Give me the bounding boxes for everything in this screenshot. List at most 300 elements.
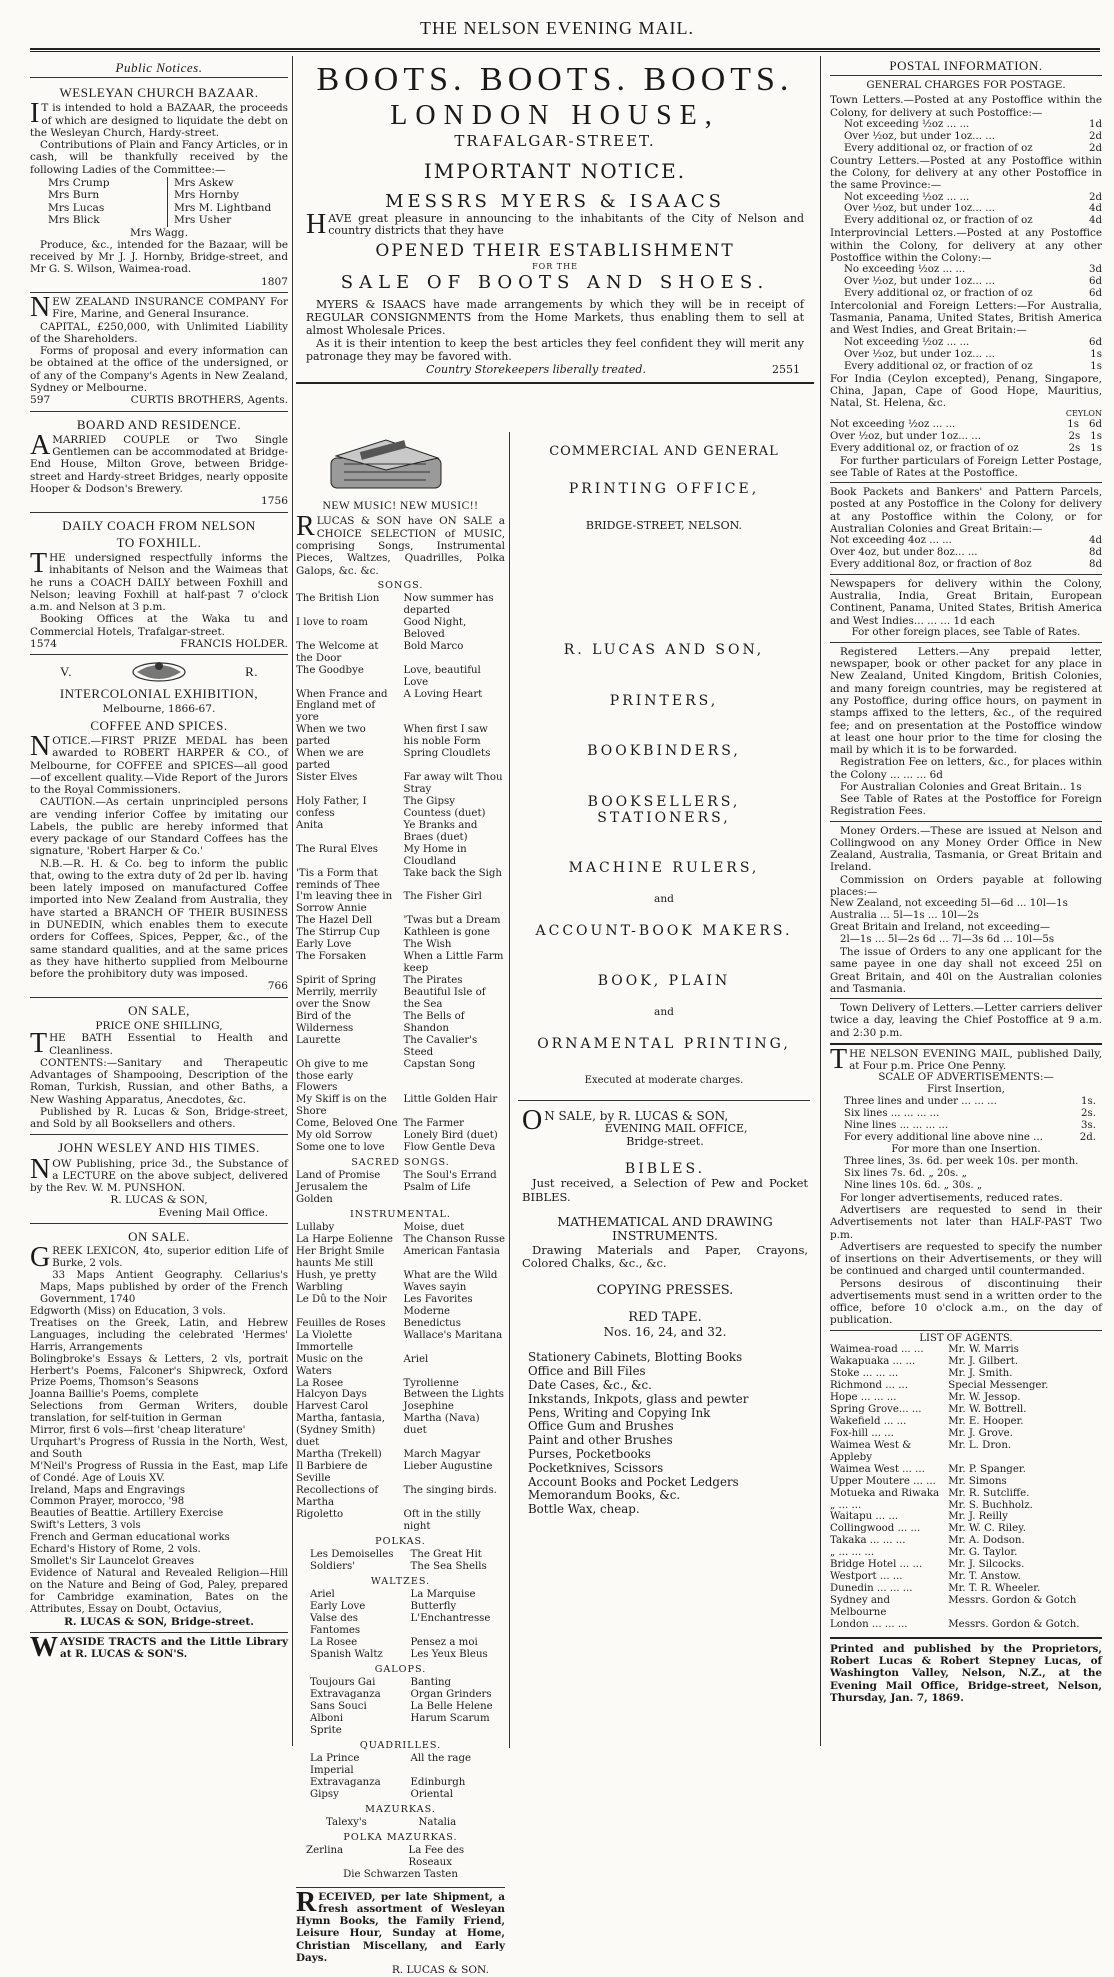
list-item: Selections from German Writers, double translation, for self-tuition in German — [30, 1401, 288, 1425]
rate-table — [830, 119, 1102, 155]
list-item: Gipsy — [310, 1788, 339, 1800]
list-item: Holy Father, I confess — [296, 795, 367, 819]
ad-headline: PRINTING OFFICE, — [568, 481, 760, 498]
rate-cell: 1s — [1090, 430, 1102, 442]
list-item: Alboni — [310, 1712, 344, 1724]
section-heading: QUADRILLES. — [359, 1739, 442, 1751]
list-item: Merrily, merrily over the Snow — [296, 986, 378, 1010]
list-item: The Great Hit — [410, 1548, 482, 1560]
list-item: Jerusalem the Golden — [296, 1182, 368, 1206]
ad-headline: COMMERCIAL AND GENERAL — [549, 444, 779, 459]
postal-text: For further particulars of Foreign Letter Postage, see Table of Rates at the Postoffice. — [830, 454, 1102, 479]
ad-title: INTERCOLONIAL EXHIBITION, — [59, 686, 259, 702]
list-item: American Fantasia — [403, 1246, 500, 1258]
rate-cell: 3s. — [1081, 1120, 1096, 1132]
list-item: A Loving Heart — [403, 688, 483, 700]
list-item: Memorandum Books, &c. — [528, 1488, 681, 1503]
drop-cap: T — [30, 1028, 48, 1060]
column-middle — [296, 58, 814, 1977]
ad-headline: SALE OF BOOTS AND SHOES. — [340, 271, 770, 293]
rate-cell: Three lines and under ... ... ... — [844, 1096, 997, 1108]
agent-place: Waimea-road ... ... — [830, 1344, 924, 1356]
list-item: Le Dû to the Noir — [296, 1293, 387, 1305]
ad-text: ECEIVED, per late Shipment, a fresh assortment of Wesleyan Hymn Books, the Family Friend, Leisure Hour, Sunday at Home, Christian Miscellany, and Early Days. — [296, 1890, 505, 1965]
list-item: Banting — [410, 1676, 452, 1688]
rate-cell: 3d — [1088, 264, 1102, 276]
list-item: Common Prayer, morocco, '98 — [30, 1496, 185, 1508]
ad-headline: BOOK, PLAIN — [597, 973, 731, 990]
agent-name: Messrs. Gordon & Gotch. — [948, 1618, 1080, 1630]
hymn-ad — [296, 1887, 505, 1977]
list-item: 'Twas but a Dream — [403, 915, 501, 927]
ad-headline: BOOTS. BOOTS. BOOTS. — [316, 61, 794, 98]
list-item: Mrs Usher — [174, 214, 232, 227]
rate-cell: Over ½oz, but under 1oz... ... — [844, 130, 995, 142]
rate-row: Three lines, 3s. 6d. per week 10s. per month. — [844, 1155, 1079, 1167]
rate-cell: Not exceeding ½oz ... ... — [844, 191, 970, 203]
rate-cell: 4d — [1088, 215, 1102, 227]
list-item: The Forsaken — [296, 951, 367, 963]
ad-title: ON SALE. — [128, 1229, 190, 1245]
rate-cell: Six lines ... ... ... ... — [844, 1108, 940, 1120]
ad-headline: IMPORTANT NOTICE. — [423, 159, 687, 184]
agent-place: Waimea West ... ... — [830, 1463, 925, 1475]
ad-text: EVENING MAIL OFFICE, — [604, 1122, 748, 1136]
list-item: Lonely Bird (duet) — [403, 1130, 498, 1142]
polkas-list — [296, 1549, 505, 1573]
section-heading: POSTAL INFORMATION. — [830, 58, 1102, 76]
rate-cell: 8d — [1088, 558, 1102, 570]
agent-name: Mr. W. Jessop. — [948, 1392, 1021, 1404]
list-item: Her Bright Smile haunts Me still — [296, 1246, 385, 1270]
list-item: Beauties of Beattie. Artillery Exercise — [30, 1508, 224, 1520]
ad-headline: LONDON HOUSE, — [390, 99, 720, 131]
drop-cap: W — [30, 1631, 58, 1663]
agent-name: Mr. A. Dodson. — [948, 1535, 1025, 1547]
drop-cap: I — [30, 98, 40, 130]
ad-text: and — [654, 1005, 674, 1018]
list-item: Butterfly — [410, 1600, 457, 1612]
exhibition-ad — [30, 655, 288, 998]
list-item: Beautiful Isle of the Sea — [403, 986, 486, 1010]
ad-headline: R. LUCAS AND SON, — [563, 642, 765, 659]
list-item: Mirror, first 6 vols—first 'cheap literature' — [30, 1425, 246, 1437]
rate-table — [830, 898, 1102, 946]
rate-row — [844, 1132, 1096, 1144]
list-item: Oriental — [410, 1788, 453, 1800]
list-item: French and German educational works — [30, 1532, 230, 1544]
ad-title: COFFEE AND SPICES. — [90, 717, 228, 733]
list-item: Come, Beloved One — [296, 1118, 398, 1130]
postal-text: Intercolonial and Foreign Letters:—For Australia, Tasmania, Panama, United States, British America and West Indies, and Great Britain:— — [830, 299, 1102, 337]
royal-arms-icon — [129, 658, 189, 684]
rate-cell: 2d. — [1079, 1132, 1096, 1144]
list-item: Recollections of Martha — [296, 1484, 379, 1508]
rate-cell: Every additional 8oz, or fraction of 8oz — [830, 558, 1032, 570]
stationery-ad — [518, 1101, 814, 1517]
list-item: Land of Promise — [296, 1170, 381, 1182]
list-item: All the rage — [410, 1752, 472, 1764]
list-item: The Sea Shells — [410, 1560, 487, 1572]
list-item: Organ Grinders — [410, 1688, 492, 1700]
agent-name: Messrs. Gordon & Gotch — [948, 1595, 1077, 1607]
wesley-ad — [30, 1135, 288, 1224]
rate-row — [830, 419, 1102, 431]
list-item: Bottle Wax, cheap. — [528, 1502, 640, 1517]
list-item: Joanna Baillie's Poems, complete — [30, 1389, 199, 1401]
list-item: Talexy's — [326, 1816, 367, 1828]
postal-text: The issue of Orders to any one applicant for the same payee in one day shall not exceed 25l on Great Britain, and 40l on the Australian colonies and Tasmania. — [830, 945, 1102, 995]
ad-text: CONTENTS:—Sanitary and Therapeutic Advantages of Shampooing, Description of the Roman, Turkish, Russian, and other Baths, a New Washing Apparatus, Anecdotes, &c. — [30, 1056, 288, 1106]
list-item: L'Enchantresse — [410, 1612, 491, 1624]
ad-signature: Evening Mail Office. — [158, 1206, 268, 1219]
list-item: Purses, Pocketbooks — [528, 1446, 651, 1461]
rate-cell: Every additional oz, or fraction of oz — [830, 442, 1019, 454]
list-item: The Farmer — [403, 1118, 465, 1130]
section-heading: SACRED SONGS. — [351, 1157, 450, 1169]
column-rule — [820, 56, 821, 1746]
list-item: Edgworth (Miss) on Education, 3 vols. — [30, 1305, 226, 1317]
list-item: Die Schwarzen Tasten — [343, 1868, 458, 1880]
list-item: Spirit of Spring — [296, 975, 377, 986]
list-item: Natalia — [418, 1816, 457, 1828]
ad-text: HE undersigned respectfully informs the inhabitants of Nelson and the Waimeas that he runs a COACH DAILY between Foxhill and Nelson; leaving Foxhill at half-past 7 o'clock a.m. and Nelson at 3 p.m. — [30, 551, 288, 614]
ad-number: 1756 — [261, 495, 288, 508]
postal-text: Money Orders.—These are issued at Nelson and Collingwood on any Money Order Office in New Zealand, Australia, Tasmania, or Great Britain and Ireland. — [830, 824, 1102, 874]
drop-cap: N — [30, 1153, 51, 1185]
ad-text: MYERS & ISAACS have made arrangements by which they will be in receipt of REGULAR CONSIGNMENTS from the Home Markets, thus enabling them to sell at almost Wholesale Prices. — [306, 297, 804, 337]
agent-name: Mr. W. Marris — [948, 1344, 1019, 1356]
list-item: Bolingbroke's Essays & Letters, 2 vls, portrait Herbert's Poems, Falconer's Shipwreck, Oxford Prize Poems, Thomson's Seasons — [30, 1353, 288, 1389]
list-item: Good Night, Beloved — [403, 616, 467, 640]
rate-row: Australia ... 5l—1s ... 10l—2s — [830, 910, 979, 922]
list-item: Mrs Lucas — [48, 201, 105, 214]
vr-letter: V. — [60, 663, 72, 679]
rate-row — [844, 131, 1102, 143]
rate-cell: Every additional oz, or fraction of oz — [844, 142, 1033, 154]
list-item: Extravaganza — [310, 1776, 381, 1788]
drop-cap: A — [30, 429, 51, 461]
ad-headline: MATHEMATICAL AND DRAWING INSTRUMENTS. — [557, 1213, 773, 1244]
list-item: La Harpe Eolienne — [296, 1234, 393, 1246]
list-item: Treatises on the Greek, Latin, and Hebrew Languages, including the celebrated 'Hermes' Harris, Arrangements — [30, 1317, 288, 1353]
rate-row — [830, 443, 1102, 455]
rate-cell: Over ½oz, but under 1oz... ... — [844, 203, 995, 215]
ad-headline: COPYING PRESSES. — [596, 1282, 734, 1298]
bazaar-ad — [30, 80, 288, 293]
ad-text: For more than one Insertion. — [891, 1144, 1041, 1155]
list-item: Josephine — [403, 1401, 454, 1413]
agent-place: Bridge Hotel ... ... — [830, 1559, 923, 1571]
ad-number: 2551 — [772, 362, 800, 376]
rate-row — [844, 215, 1102, 227]
ad-signature: CURTIS BROTHERS, Agents. — [130, 394, 288, 407]
rate-table — [830, 419, 1102, 455]
advertising-rates — [830, 1043, 1102, 1327]
ad-text: Contributions of Plain and Fancy Articles, or in cash, will be thankfully received by the following Ladies of the Committee:— — [30, 139, 288, 176]
list-item: Flow Gentle Deva — [403, 1142, 496, 1154]
list-item: Mrs Blick — [48, 214, 100, 227]
wayside-ad — [30, 1633, 288, 1665]
list-item: I love to roam — [296, 616, 368, 628]
list-item: 'Tis a Form that reminds of Thee — [296, 867, 380, 891]
agent-name: Mr. E. Hooper. — [948, 1415, 1024, 1427]
list-item: Valse des Fantomes — [310, 1612, 361, 1636]
agent-name: Mr. W. Bottrell. — [948, 1404, 1027, 1416]
agent-name: Mr. Simons — [948, 1475, 1007, 1487]
ad-text: HE BATH Essential to Health and Cleanliness. — [49, 1032, 288, 1057]
list-item — [411, 1725, 506, 1737]
masthead: THE NELSON EVENING MAIL. — [420, 18, 694, 38]
rate-cell: 2s — [1068, 442, 1081, 454]
postal-text: Newspapers for delivery within the Colony, Australia, India, Great Britain, European Continent, Panama, United States, British America and West Indies... ... ... 1d each — [830, 577, 1102, 627]
rate-cell: 6d — [1088, 276, 1102, 288]
rate-row: Great Britain and Ireland, not exceeding— — [830, 922, 1051, 934]
list-item: Tyrolienne — [403, 1377, 459, 1389]
agent-name: Mr. J. Silcocks. — [948, 1559, 1025, 1571]
list-item: The Soul's Errand — [403, 1170, 497, 1182]
music-stack-icon — [326, 434, 446, 498]
list-item: Some one to love — [296, 1142, 385, 1154]
ad-title: DAILY COACH FROM NELSON — [62, 517, 256, 533]
rate-table — [830, 264, 1102, 300]
rate-cell: Every additional oz, or fraction of oz — [844, 215, 1033, 227]
ad-signature: R. LUCAS & SON. — [391, 1964, 489, 1977]
agent-place: Hope ... ... ... — [830, 1392, 897, 1404]
rate-row: New Zealand, not exceeding 5l—6d ... 10l—1s — [830, 898, 1068, 910]
rate-row — [844, 143, 1102, 155]
ad-headline: BIBLES. — [624, 1161, 706, 1178]
list-item: Office and Bill Files — [528, 1364, 646, 1379]
top-rule — [30, 48, 1100, 52]
list-item: The Cavalier's Steed — [403, 1034, 478, 1058]
postal-text: Registration Fee on letters, &c., for places within the Colony ... ... ... 6d — [830, 756, 1102, 781]
list-item: Swift's Letters, 3 vols — [30, 1520, 141, 1532]
list-item: Oh give to me those early Flowers — [296, 1058, 369, 1094]
agent-place: London ... ... ... — [830, 1618, 908, 1630]
imprint: Printed and published by the Proprietors, Robert Lucas & Robert Stepney Lucas, of Washington Valley, Nelson, N.Z., at the Evening Mail Office, Bridge-street, Nelson, Thursday, Jan. 7, 1869. — [830, 1637, 1102, 1704]
list-item: Harum Scarum — [410, 1712, 490, 1724]
list-item: Early Love — [310, 1600, 366, 1612]
ad-number: 766 — [267, 980, 288, 993]
ad-text: N.B.—R. H. & Co. beg to inform the public that, owing to the extra duty of 2d per lb. having been lately imposed on manufactured Coffee imported into New Zealand from Australia, they have started a BRANCH OF THEIR BUSINESS in DUNEDIN, which enables them to execute orders for Coffees, Spices, Pepper, &c., of the same standard qualities, and at the same prices as they have hitherto supplied from Melbourne before the prohibitory duty was imposed. — [30, 857, 288, 981]
rate-cell: 2d — [1088, 191, 1102, 203]
list-item: La Fee des Roseaux — [408, 1844, 465, 1868]
galops-list — [296, 1677, 505, 1737]
ad-text: CAPITAL, £250,000, with Unlimited Liability of the Shareholders. — [30, 320, 288, 345]
ad-headline: MACHINE RULERS, — [568, 860, 760, 877]
ad-text: Drawing Materials and Paper, Crayons, Colored Chalks, &c., &c. — [522, 1242, 808, 1271]
list-item: Stationery Cabinets, Blotting Books — [528, 1350, 743, 1365]
rate-row — [844, 203, 1102, 215]
ad-signature: FRANCIS HOLDER. — [180, 637, 288, 650]
list-item: Office Gum and Brushes — [528, 1419, 674, 1434]
rate-cell: 1d — [1088, 118, 1102, 130]
list-item: La Marquise — [410, 1589, 476, 1600]
committee-list — [30, 177, 288, 227]
ad-text: Country Storekeepers liberally treated. — [426, 362, 646, 376]
list-item: The Stirrup Cup — [296, 927, 380, 939]
column-right — [830, 58, 1102, 1748]
list-item: Echard's History of Rome, 2 vols. — [30, 1544, 201, 1556]
ad-text: AYSIDE TRACTS and the Little Library at R. LUCAS & SON'S. — [60, 1635, 288, 1661]
ad-subtitle: TRAFALGAR-STREET. — [454, 131, 656, 150]
rate-cell: 2s. — [1081, 1108, 1096, 1120]
postal-text: Country Letters.—Posted at any Postoffice within the Colony, for delivery at any other Postoffice in the same Province:— — [830, 154, 1102, 192]
list-item: Anita — [296, 819, 324, 831]
rate-cell: 1s — [1067, 418, 1079, 430]
ad-text: Published by R. Lucas & Son, Bridge-street, and Sold by all Booksellers and others. — [30, 1105, 288, 1131]
rate-row — [830, 431, 1102, 443]
rate-row — [844, 337, 1102, 349]
list-item: Capstan Song — [403, 1058, 476, 1070]
agent-place: Wakefield ... ... — [830, 1415, 907, 1427]
list-item: The Goodbye — [296, 664, 364, 676]
rate-cell: 1s — [1090, 348, 1102, 360]
rate-cell: 1s. — [1081, 1096, 1096, 1108]
ad-headline: BOOKSELLERS, STATIONERS, — [587, 793, 741, 826]
list-item: Mrs Crump — [48, 177, 110, 189]
drop-cap: H — [306, 208, 327, 240]
drop-cap: N — [30, 292, 51, 324]
list-item: Love, beautiful Love — [403, 664, 481, 688]
list-item: Far away wilt Thou Stray — [403, 772, 503, 795]
list-item: Between the Lights — [403, 1389, 505, 1401]
list-item: The Pirates — [403, 975, 463, 986]
ad-subtitle: BRIDGE-STREET, NELSON. — [585, 518, 743, 532]
printing-office-ad — [518, 444, 810, 1101]
list-item: My Skiff is on the Shore — [296, 1094, 387, 1118]
rate-cell: 1s — [1090, 360, 1102, 372]
agent-place: Takaka ... ... ... — [830, 1535, 906, 1547]
ad-text: Nos. 16, 24, and 32. — [603, 1325, 727, 1340]
rate-cell: 2d — [1088, 130, 1102, 142]
list-item: My Home in Cloudland — [403, 843, 467, 867]
section-heading: GENERAL CHARGES FOR POSTAGE. — [866, 79, 1066, 92]
list-item: The Chanson Russe — [403, 1234, 505, 1246]
list-item: Mrs Hornby — [174, 189, 239, 202]
rate-table — [830, 1096, 1102, 1144]
rate-row — [830, 535, 1102, 547]
list-item: Benedictus — [403, 1317, 461, 1329]
list-item: Zerlina — [306, 1844, 344, 1856]
ad-text: N SALE, by R. LUCAS & SON, — [544, 1109, 729, 1124]
column-rule — [292, 56, 293, 1746]
column-left — [30, 58, 288, 1748]
section-heading: SONGS. — [377, 579, 424, 591]
agent-place: Collingwood ... ... — [830, 1523, 921, 1535]
ad-number: 1574 — [30, 637, 57, 650]
list-item: The Fisher Girl — [403, 891, 482, 903]
ad-text: EW ZEALAND INSURANCE COMPANY For Fire, Marine, and General Insurance. — [52, 296, 288, 321]
ad-text: MARRIED COUPLE or Two Single Gentlemen can be accommodated at Bridge-End House, Milton Grove, between Bridge-street and Hardy-street Bridges, nearly opposite Hooper & Dodson's Brewery. — [30, 433, 288, 495]
music-ad — [296, 432, 510, 1977]
rate-cell: For every additional line above nine ... — [844, 1132, 1043, 1144]
list-item: Spanish Waltz — [310, 1648, 383, 1660]
list-item: Kathleen is gone — [403, 927, 490, 939]
ad-text: CAUTION.—As certain unprincipled persons are vending inferior Coffee by imitating our Labels, the public are hereby informed that every package of our Standard Coffees has the signature, 'Robert Harper & Co.' — [30, 796, 288, 858]
list-item: Inkstands, Inkpots, glass and pewter — [528, 1391, 749, 1406]
drop-cap: G — [30, 1242, 51, 1274]
postal-text: Town Letters.—Posted at any Postoffice within the Colony, for delivery at such Postoffice:— — [830, 94, 1102, 119]
list-item: Oft in the stilly night — [403, 1508, 481, 1532]
list-item: Edinburgh — [410, 1776, 466, 1788]
agent-name: Mr. T. R. Wheeler. — [948, 1583, 1041, 1595]
ad-text: LUCAS & SON have ON SALE a CHOICE SELECTION of MUSIC, comprising Songs, Instrumental Pieces, Waltzes, Quadrilles, Polka Galops, &c. &c. — [296, 515, 505, 577]
list-item: Sister Elves — [296, 772, 358, 784]
list-item: 33 Maps Antient Geography. Cellarius's Maps, Maps published by order of the French Government, 1740 — [40, 1270, 288, 1306]
rate-cell: Not exceeding ½oz ... ... — [844, 336, 970, 348]
rate-cell: Nine lines ... ... ... ... — [844, 1120, 949, 1132]
list-item: Music on the Waters — [296, 1353, 364, 1377]
postal-text: Town Delivery of Letters.—Letter carriers deliver twice a day, leaving the Chief Postoffice at 9 a.m. and 2:30 p.m. — [830, 1002, 1102, 1039]
list-item: Moise, duet — [403, 1222, 465, 1234]
list-item: My old Sorrow — [296, 1130, 373, 1142]
ad-signature: R. LUCAS & SON, — [110, 1194, 208, 1207]
list-item: Ireland, Maps and Engravings — [30, 1484, 186, 1496]
agent-place: Fox-hill ... ... — [830, 1427, 894, 1439]
rate-table — [830, 192, 1102, 228]
ad-text: OTICE.—FIRST PRIZE MEDAL has been awarded to ROBERT HARPER & CO., of Melbourne, for COFFEE and SPICES—all good—of excellent quality.—Vide Report of the Jurors to the Royal Commissioners. — [30, 735, 288, 797]
list-item: Psalm of Life — [403, 1182, 471, 1194]
list-item: La Violette Immortelle — [296, 1329, 354, 1353]
agent-place: „ ... ... ... — [830, 1547, 875, 1559]
rate-cell: Every additional oz, or fraction of oz — [844, 360, 1033, 372]
list-item: The Hazel Dell — [296, 915, 373, 927]
agent-name: Mr. J. Reilly — [948, 1511, 1008, 1523]
list-item: The Bells of Shandon — [403, 1010, 465, 1034]
list-item: Bold Marco — [403, 640, 464, 652]
rate-row — [844, 264, 1102, 276]
list-item: Sprite — [310, 1724, 342, 1736]
waltzes-list — [296, 1589, 505, 1661]
ad-text: HE NELSON EVENING MAIL, published Daily, at Four p.m. Price One Penny. — [849, 1047, 1102, 1073]
agent-name: Mr. G. Taylor. — [948, 1547, 1018, 1559]
quadrilles-list — [296, 1753, 505, 1801]
list-item: Urquhart's Progress of Russia in the North, West, and South — [30, 1436, 288, 1460]
ad-text: As it is their intention to keep the best articles they feel confident they will merit any patronage they may be favored with. — [306, 336, 804, 363]
rate-cell: 8d — [1088, 547, 1102, 559]
list-item: Toujours Gai — [310, 1676, 376, 1688]
list-item: What are the Wild Waves sayin — [403, 1270, 498, 1293]
list-item: Paint and other Brushes — [528, 1433, 673, 1448]
list-item: Les Demoiselles — [310, 1548, 394, 1560]
ad-title: BOARD AND RESIDENCE. — [76, 416, 242, 432]
list-item: Wallace's Maritana — [403, 1329, 503, 1341]
vr-letter: R. — [245, 663, 258, 679]
agent-name: Mr. J. Grove. — [948, 1427, 1013, 1439]
rate-row — [844, 288, 1102, 300]
rate-cell: Over ½oz, but under 1oz... ... — [830, 430, 981, 442]
section-heading: Public Notices. — [30, 60, 288, 78]
agent-place: Spring Grove... ... — [830, 1404, 922, 1416]
postal-text: Commission on Orders payable at following places:— — [830, 873, 1102, 898]
section-heading: INSTRUMENTAL. — [350, 1209, 451, 1221]
list-item: Mrs Askew — [174, 177, 234, 189]
stationery-list — [522, 1351, 808, 1517]
list-item: Soldiers' — [310, 1560, 356, 1572]
postal-text: See Table of Rates at the Postoffice for Foreign Registration Fees. — [830, 793, 1102, 818]
ad-text: For longer advertisements, reduced rates. — [840, 1191, 1063, 1204]
list-item: Spring Cloudlets — [403, 748, 491, 760]
list-item: Pensez a moi — [410, 1636, 478, 1648]
agent-name: Mr. W. C. Riley. — [948, 1523, 1026, 1535]
list-item: Mrs Burn — [48, 189, 100, 202]
list-item: Ye Branks and Braes (duet) — [403, 819, 478, 843]
rate-cell: 6d — [1088, 418, 1102, 430]
ad-number: 597 — [30, 394, 51, 407]
rate-cell: Over 4oz, but under 8oz... ... — [830, 547, 978, 559]
